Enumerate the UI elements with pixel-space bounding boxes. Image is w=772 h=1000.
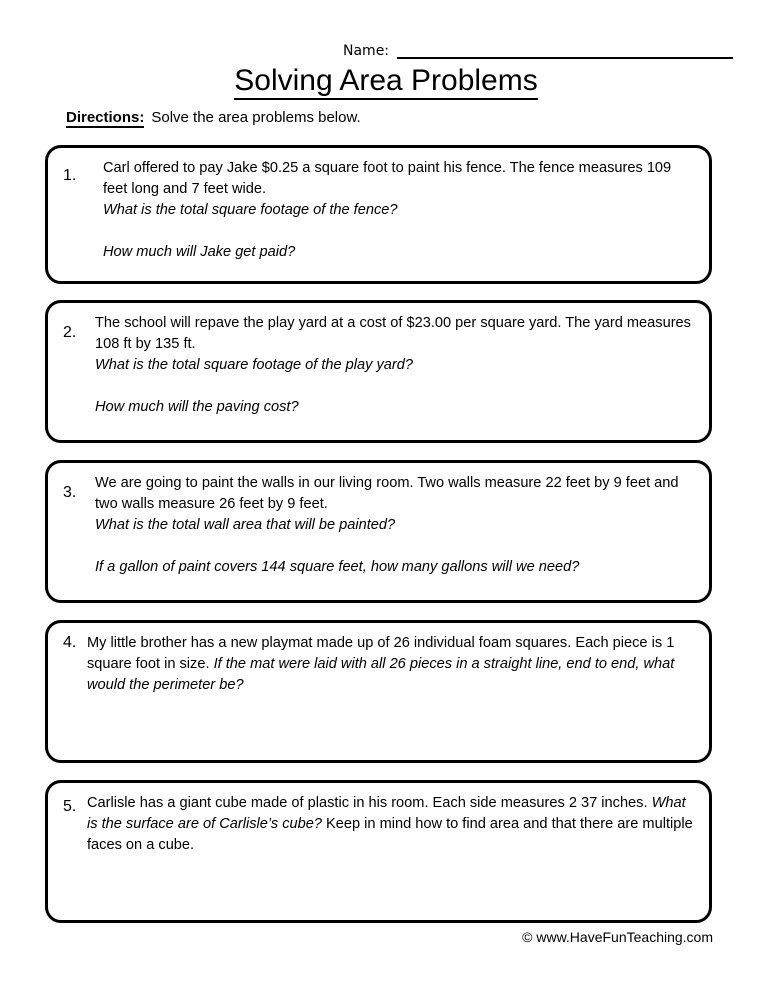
problem-question-5a: What is the surface are of Carlisle’s cube? <box>87 795 686 832</box>
directions-label: Directions: <box>66 109 145 126</box>
problem-text-4 <box>87 633 695 696</box>
problem-text-5 <box>87 793 695 856</box>
answer-space <box>103 221 693 242</box>
problem-box-2[interactable] <box>45 300 712 443</box>
problem-question-2a: What is the total square footage of the play yard? <box>95 357 414 373</box>
footer-copyright: © www.HaveFunTeaching.com <box>522 929 713 945</box>
answer-space <box>95 536 698 557</box>
directions <box>66 108 361 128</box>
name-input-blank[interactable] <box>397 43 733 59</box>
answer-space <box>95 376 695 397</box>
problem-number-5: 5. <box>63 798 77 815</box>
problem-question-1b: How much will Jake get paid? <box>103 244 296 260</box>
page-title <box>0 64 772 98</box>
problem-statement-5-tail: Keep in mind how to find area and that there are multiple faces on a cube. <box>87 816 693 853</box>
problem-text-1 <box>103 158 693 263</box>
problem-statement-5 <box>87 793 695 856</box>
problem-box-3[interactable] <box>45 460 712 603</box>
problem-text-3 <box>95 473 698 578</box>
problem-statement-1: Carl offered to pay Jake $0.25 a square foot to paint his fence. The fence measures 109 feet long and 7 feet wide. <box>103 160 672 197</box>
name-label: Name: <box>343 43 390 59</box>
problem-number-2: 2. <box>63 324 77 341</box>
problem-text-2 <box>95 313 695 418</box>
problem-statement-4 <box>87 633 695 696</box>
problem-question-3a: What is the total wall area that will be painted? <box>95 517 396 533</box>
problem-number-3: 3. <box>63 484 77 501</box>
problem-box-1[interactable] <box>45 145 712 284</box>
page-title-text: Solving Area Problems <box>234 64 538 100</box>
problem-statement-4-lead: My little brother has a new playmat made up of 26 individual foam squares. Each piece is 1 square foot in size. <box>87 635 675 672</box>
problem-statement-2: The school will repave the play yard at a cost of $23.00 per square yard. The yard measures 108 ft by 135 ft. <box>95 315 691 352</box>
problem-number-4: 4. <box>63 634 77 651</box>
problem-number-1: 1. <box>63 167 77 184</box>
problem-statement-3: We are going to paint the walls in our living room. Two walls measure 22 feet by 9 feet and two walls measure 26 feet by 9 feet. <box>95 475 679 512</box>
problem-box-5[interactable] <box>45 780 712 923</box>
problem-question-1a: What is the total square footage of the fence? <box>103 202 398 218</box>
name-row <box>343 43 733 59</box>
problem-question-3b: If a gallon of paint covers 144 square feet, how many gallons will we need? <box>95 559 580 575</box>
problem-box-4[interactable] <box>45 620 712 763</box>
problem-statement-5-lead: Carlisle has a giant cube made of plastic in his room. Each side measures 2 37 inches. <box>87 795 652 811</box>
problem-question-2b: How much will the paving cost? <box>95 399 299 415</box>
directions-text: Solve the area problems below. <box>151 109 361 126</box>
problem-question-4a: If the mat were laid with all 26 pieces in a straight line, end to end, what would the perimeter be? <box>87 656 675 693</box>
